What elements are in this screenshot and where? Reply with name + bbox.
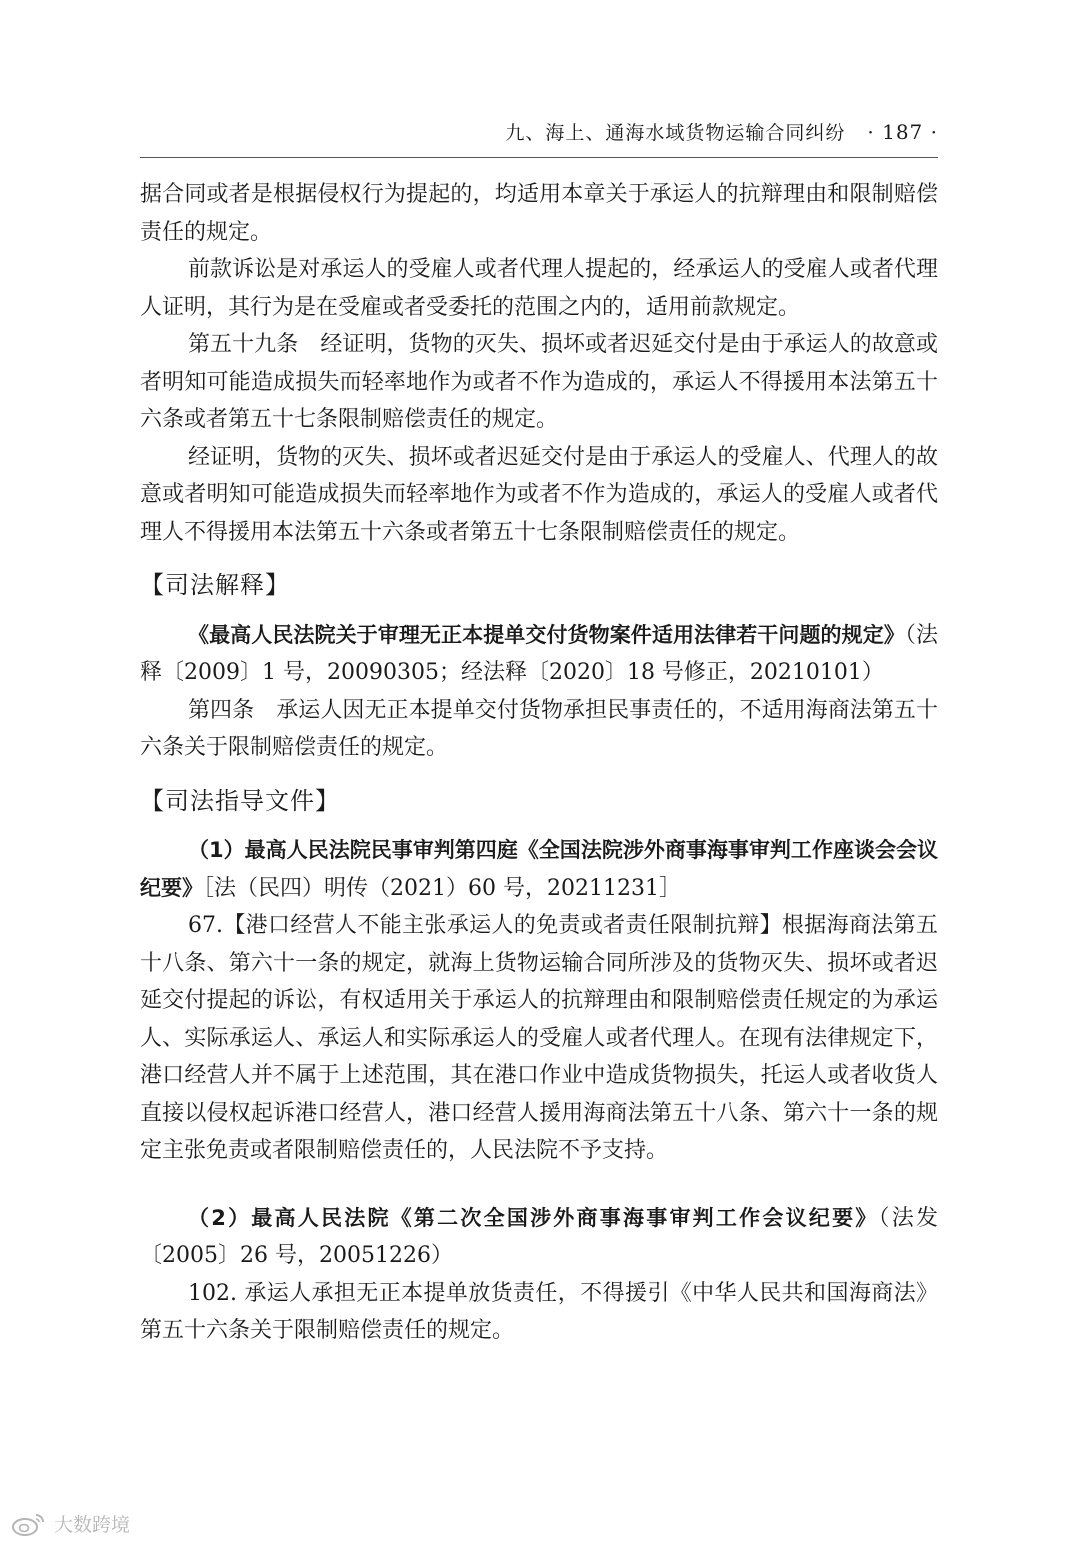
- running-header: [140, 118, 938, 145]
- chapter-title: 九、海上、通海水域货物运输合同纠纷: [505, 122, 846, 144]
- doc-3-ref: （法发〔2005〕26 号，20051226）: [140, 1205, 938, 1268]
- doc-3-citation: [140, 1200, 938, 1275]
- doc-2-title: （1）最高人民法院民事审判第四庭《全国法院涉外商事海事审判工作座谈会会议纪要》: [140, 838, 938, 900]
- section-judicial-guidance: 【司法指导文件】: [140, 786, 340, 815]
- doc-3-title: （2）最高人民法院《第二次全国涉外商事海事审判工作会议纪要》: [188, 1205, 879, 1230]
- paragraph-1: 据合同或者是根据侵权行为提起的，均适用本章关于承运人的抗辩理由和限制赔偿责任的规定。: [140, 182, 938, 245]
- page-content: [140, 176, 938, 1350]
- doc-1-ref: （法释〔2009〕1 号，20090305；经法释〔2020〕18 号修正，20210101）: [140, 622, 938, 685]
- section-judicial-interpretation: 【司法解释】: [140, 571, 290, 599]
- doc-1-title: 《最高人民法院关于审理无正本提单交付货物案件适用法律若干问题的规定》: [188, 622, 905, 647]
- page-number: · 187 ·: [867, 120, 938, 144]
- item-67: 67.【港口经营人不能主张承运人的免责或者责任限制抗辩】根据海商法第五十八条、第六十一条的规定，就海上货物运输合同所涉及的货物灭失、损坏或者迟延交付提起的诉讼，有权适用关于承运人的抗辩理由和限制赔偿责任规定的为承运人、实际承运人、承运人和实际承运人的受雇人或者代理人。在现有法律规定下，港口经营人并不属于上述范围，其在港口作业中造成货物损失，托运人或者收货人直接以侵权起诉港口经营人，港口经营人援用海商法第五十八条、第六十一条的规定主张免责或者限制赔偿责任的，人民法院不予支持。: [140, 913, 938, 1163]
- weibo-logo-icon: [10, 1511, 48, 1537]
- doc-2-citation: [140, 832, 938, 907]
- item-102: 102. 承运人承担无正本提单放货责任，不得援引《中华人民共和国海商法》第五十六条关于限制赔偿责任的规定。: [140, 1280, 938, 1343]
- header-rule: [140, 157, 938, 158]
- article-59: 第五十九条 经证明，货物的灭失、损坏或者迟延交付是由于承运人的故意或者明知可能造成损失而轻率地作为或者不作为造成的，承运人不得援用本法第五十六条或者第五十七条限制赔偿责任的规定。: [140, 332, 938, 432]
- doc-2-ref: ［法（民四）明传（2021）60 号，20211231］: [203, 875, 681, 901]
- doc-1-citation: [140, 617, 938, 692]
- paragraph-2: 前款诉讼是对承运人的受雇人或者代理人提起的，经承运人的受雇人或者代理人证明，其行为是在受雇或者受委托的范围之内的，适用前款规定。: [140, 257, 938, 320]
- watermark-text: 大数跨境: [54, 1514, 131, 1536]
- article-4: 第四条 承运人因无正本提单交付货物承担民事责任的，不适用海商法第五十六条关于限制赔偿责任的规定。: [140, 697, 938, 760]
- paragraph-4: 经证明，货物的灭失、损坏或者迟延交付是由于承运人的受雇人、代理人的故意或者明知可能造成损失而轻率地作为或者不作为造成的，承运人的受雇人或者代理人不得援用本法第五十六条或者第五十七条限制赔偿责任的规定。: [140, 444, 938, 545]
- watermark: [10, 1510, 130, 1537]
